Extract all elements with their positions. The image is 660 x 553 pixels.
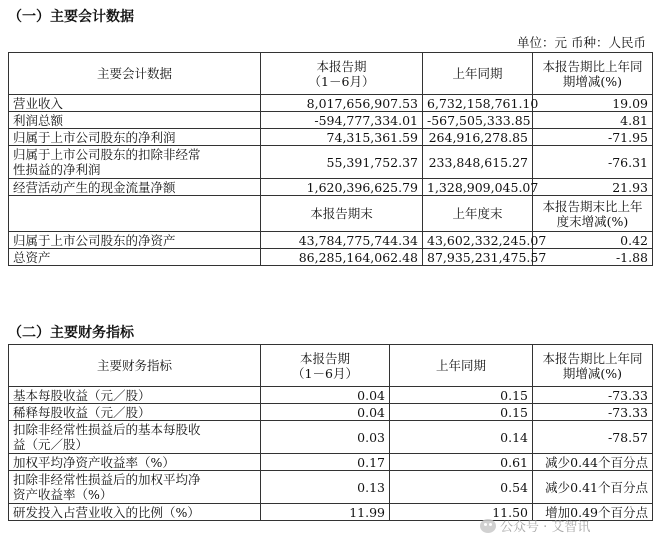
table-row-cell: 利润总额	[9, 112, 261, 129]
table-row-cell: 86,285,164,062.48	[261, 249, 423, 266]
unit-note: 单位：元 币种：人民币	[517, 35, 646, 50]
watermark	[480, 516, 590, 535]
table-row	[9, 471, 653, 504]
table-row-cell: 0.04	[261, 387, 390, 404]
table-subheader-cell	[9, 196, 261, 232]
table-row-cell: 营业收入	[9, 95, 261, 112]
table-row-cell: 6,732,158,761.10	[423, 95, 533, 112]
table-row-cell: 0.42	[533, 232, 653, 249]
table-row-cell: 0.15	[390, 387, 533, 404]
table-row-cell: 稀释每股收益（元／股）	[9, 404, 261, 421]
table-row	[9, 454, 653, 471]
table-row-cell: 总资产	[9, 249, 261, 266]
table-row-cell: 21.93	[533, 179, 653, 196]
table-row	[9, 95, 653, 112]
table-row-cell: 0.03	[261, 421, 390, 454]
table-row	[9, 421, 653, 454]
table-row-cell: -567,505,333.85	[423, 112, 533, 129]
table-subheader-cell: 本报告期末	[261, 196, 423, 232]
table-header-cell: 本报告期比上年同 期增减(%)	[533, 345, 653, 387]
table-row-cell: 扣除非经常性损益后的加权平均净 资产收益率（%）	[9, 471, 261, 504]
table-header	[9, 345, 653, 387]
table-row-cell: 1,620,396,625.79	[261, 179, 423, 196]
wechat-icon	[480, 519, 496, 533]
table-row	[9, 112, 653, 129]
table-row-cell: 264,916,278.85	[423, 129, 533, 146]
table-row-cell: 87,935,231,475.57	[423, 249, 533, 266]
table-row-cell: 43,602,332,245.07	[423, 232, 533, 249]
table-row-cell: 归属于上市公司股东的扣除非经常 性损益的净利润	[9, 146, 261, 179]
table-row-cell: 43,784,775,744.34	[261, 232, 423, 249]
table-row-cell: 加权平均净资产收益率（%）	[9, 454, 261, 471]
table-row-cell: 11.99	[261, 504, 390, 521]
table-row-cell: -76.31	[533, 146, 653, 179]
section2-title: （二）主要财务指标	[8, 325, 134, 341]
table-row-cell: 归属于上市公司股东的净利润	[9, 129, 261, 146]
table-subheader-cell: 上年度末	[423, 196, 533, 232]
table-row-cell: -71.95	[533, 129, 653, 146]
table-row-cell: -594,777,334.01	[261, 112, 423, 129]
table-row	[9, 232, 653, 249]
table-header-cell: 本报告期 （1－6月）	[261, 53, 423, 95]
table-row-cell: 研发投入占营业收入的比例（%）	[9, 504, 261, 521]
table-row-cell: 增加0.49个百分点	[533, 504, 653, 521]
table-row	[9, 146, 653, 179]
table-row-cell: -73.33	[533, 387, 653, 404]
watermark-text: 公众号 · 艾智讯	[500, 520, 591, 535]
table-row-cell: 74,315,361.59	[261, 129, 423, 146]
table-row-cell: 8,017,656,907.53	[261, 95, 423, 112]
table-subheader	[9, 196, 653, 232]
table-header-cell: 上年同期	[423, 53, 533, 95]
table-row-cell: 0.15	[390, 404, 533, 421]
table-row-cell: 0.14	[390, 421, 533, 454]
table-row	[9, 179, 653, 196]
table-header-cell: 本报告期比上年同 期增减(%)	[533, 53, 653, 95]
table-row	[9, 129, 653, 146]
section1-title: （一）主要会计数据	[8, 9, 134, 25]
table-header-cell: 主要会计数据	[9, 53, 261, 95]
table-row-cell: 基本每股收益（元／股）	[9, 387, 261, 404]
table-row-cell: 归属于上市公司股东的净资产	[9, 232, 261, 249]
table-row-cell: 减少0.44个百分点	[533, 454, 653, 471]
table-subheader-cell: 本报告期末比上年 度末增减(%)	[533, 196, 653, 232]
accounting-data-table	[8, 52, 653, 266]
table-header-cell: 上年同期	[390, 345, 533, 387]
table-row-cell: 233,848,615.27	[423, 146, 533, 179]
table-row	[9, 387, 653, 404]
table-row-cell: 4.81	[533, 112, 653, 129]
table-row-cell: 0.17	[261, 454, 390, 471]
financial-indicators-table	[8, 344, 653, 521]
table-row-cell: 0.61	[390, 454, 533, 471]
table-row-cell: 11.50	[390, 504, 533, 521]
table-row-cell: 1,328,909,045.07	[423, 179, 533, 196]
table-row-cell: 扣除非经常性损益后的基本每股收 益（元／股）	[9, 421, 261, 454]
table-row-cell: -73.33	[533, 404, 653, 421]
table-row-cell: 0.54	[390, 471, 533, 504]
table-row-cell: 减少0.41个百分点	[533, 471, 653, 504]
table-row-cell: 0.13	[261, 471, 390, 504]
table-row-cell: -1.88	[533, 249, 653, 266]
table-header	[9, 53, 653, 95]
table-row-cell: 55,391,752.37	[261, 146, 423, 179]
table-row-cell: -78.57	[533, 421, 653, 454]
table-row-cell: 0.04	[261, 404, 390, 421]
table-row-cell: 经营活动产生的现金流量净额	[9, 179, 261, 196]
table-header-cell: 主要财务指标	[9, 345, 261, 387]
table-row	[9, 249, 653, 266]
table-row-cell: 19.09	[533, 95, 653, 112]
table-header-cell: 本报告期 （1－6月）	[261, 345, 390, 387]
table-row	[9, 404, 653, 421]
